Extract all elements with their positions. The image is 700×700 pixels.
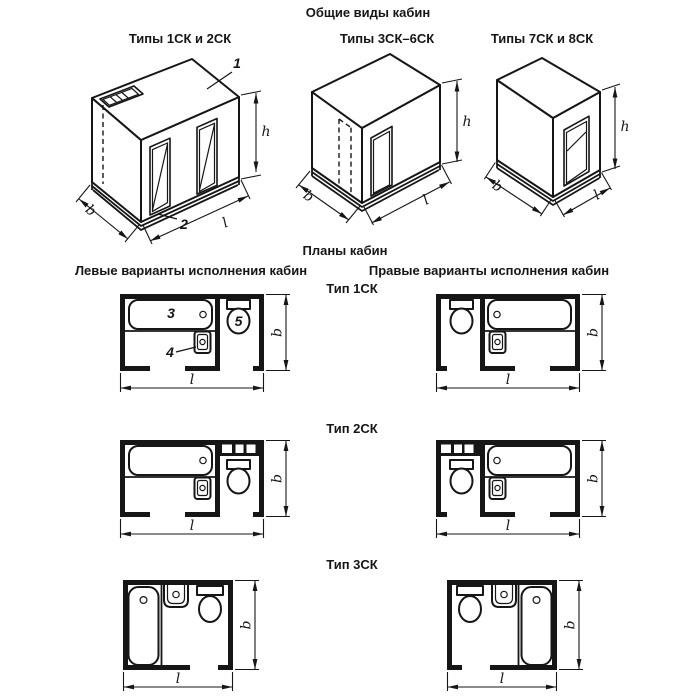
view3-title: Типы 7СК и 8СК [490,31,594,46]
dim-l-label: l [189,372,195,388]
callout-4-label: 4 [166,344,174,360]
dimension-b [266,295,290,371]
washbasin [195,332,211,354]
dim-l-label: l [219,215,231,232]
dim-l-label: l [499,671,505,687]
dim-l-label: l [175,671,181,687]
isometric-view-1ck-2ck [76,55,271,244]
dimension-b [235,581,259,670]
dim-b-label: b [81,201,100,220]
dim-l-label: l [420,192,432,209]
dim-l-label: l [591,187,603,204]
plan-row2-label: Тип 2СК [326,421,378,436]
dim-b-label: b [300,187,317,206]
dim-l-label: l [505,518,511,534]
washbasin [492,585,516,607]
dimension-l [124,671,233,691]
dim-b-label: b [489,177,506,196]
bathtub [125,446,215,477]
dimension-l [121,518,264,538]
toilet [227,460,250,494]
plan-1ck-right [436,294,606,392]
isometric-view-3ck-6ck [296,54,472,225]
cabin-box [92,59,239,230]
vent-block [436,440,485,456]
view1-title: Типы 1СК и 2СК [128,31,232,46]
door-opening-1 [150,138,170,215]
toilet [450,460,473,494]
plan-3ck-left [123,580,259,691]
callout-3-label: 3 [167,305,175,321]
callout-1-label: 1 [233,55,241,71]
dimension-h [602,84,630,172]
washbasin [195,478,211,500]
cabin-box [497,58,600,205]
toilet [450,300,473,334]
dim-l-label: l [505,372,511,388]
dim-h-label: h [620,119,630,135]
bathtub [519,585,552,665]
dimension-l [121,372,264,392]
bathtub [485,446,575,477]
dimension-h [241,91,271,179]
plan-row3-label: Тип 3СК [326,557,378,572]
bathtub [485,300,575,331]
view2-title: Типы 3СК–6СК [339,31,435,46]
dimension-b [582,295,606,371]
door-opening [371,126,392,196]
dim-b-label: b [269,474,286,483]
dimension-b [266,441,290,517]
isometric-view-7ck-8ck [484,58,629,217]
dimension-l [448,671,557,691]
bathtub [129,585,162,665]
dim-b-label: b [238,620,255,630]
right-variants-header: Правые варианты исполнения кабин [368,263,610,278]
dim-h-label: h [462,114,472,130]
dim-b-label: b [562,620,579,630]
dim-b-label: b [585,328,602,337]
callout-washbasin [165,344,196,360]
toilet [457,586,483,622]
dimension-b [559,581,583,670]
dim-b-label: b [585,474,602,483]
dim-h-label: h [261,124,271,140]
washbasin [490,478,506,500]
dim-l-label: l [189,518,195,534]
cabin-box [312,54,440,211]
dimension-l [437,518,580,538]
plan-1ck-left [120,294,290,392]
dimension-l [437,372,580,392]
left-variants-header: Левые варианты исполнения кабин [74,263,308,278]
dimension-b [582,441,606,517]
plan-row1-label: Тип 1СК [326,281,378,296]
plan-3ck-right [447,580,583,691]
plan-2ck-left [120,440,290,538]
vent-block [215,440,264,456]
plans-title: Планы кабин [302,243,388,258]
washbasin [164,585,188,607]
dimension-h [442,79,472,164]
toilet [197,586,223,622]
plan-2ck-right [436,440,606,538]
dim-b-label: b [269,328,286,337]
callout-2-label: 2 [180,216,188,232]
main-title: Общие виды кабин [305,5,431,20]
callout-5-label: 5 [234,313,243,329]
door-opening-2 [197,119,217,195]
washbasin [490,332,506,354]
